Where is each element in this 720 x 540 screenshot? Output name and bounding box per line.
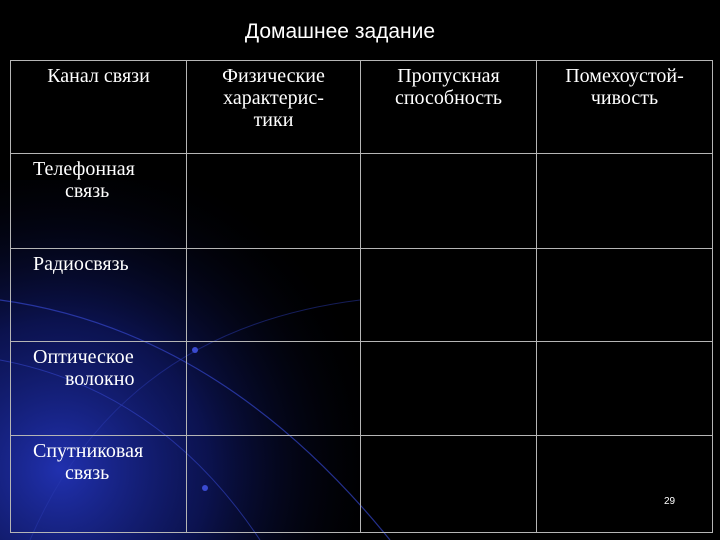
table-cell bbox=[361, 436, 537, 533]
table-cell bbox=[187, 154, 361, 249]
table-cell bbox=[537, 154, 713, 249]
row-label-telephone: Телефонная связь bbox=[11, 154, 187, 249]
page-number: 29 bbox=[664, 496, 676, 507]
table-row bbox=[11, 342, 713, 436]
table-cell bbox=[537, 436, 713, 533]
table-cell bbox=[187, 436, 361, 533]
table-header-row bbox=[11, 61, 713, 154]
table-cell bbox=[361, 342, 537, 436]
slide-title: Домашнее задание bbox=[244, 20, 436, 43]
header-noise-immunity: Помехоустой- чивость bbox=[537, 61, 713, 154]
row-label-optical: Оптическое волокно bbox=[11, 342, 187, 436]
table-cell bbox=[187, 249, 361, 342]
table-cell bbox=[187, 342, 361, 436]
row-label-radio: Радиосвязь bbox=[11, 249, 187, 342]
table-row bbox=[11, 154, 713, 249]
table-row bbox=[11, 436, 713, 533]
table-cell bbox=[537, 249, 713, 342]
header-bandwidth: Пропускная способность bbox=[361, 61, 537, 154]
header-channel: Канал связи bbox=[11, 61, 187, 154]
table-cell bbox=[361, 154, 537, 249]
row-label-satellite: Спутниковая связь bbox=[11, 436, 187, 533]
table-cell bbox=[361, 249, 537, 342]
homework-table bbox=[10, 60, 713, 533]
header-physical: Физические характерис- тики bbox=[187, 61, 361, 154]
table-cell bbox=[537, 342, 713, 436]
table-row bbox=[11, 249, 713, 342]
